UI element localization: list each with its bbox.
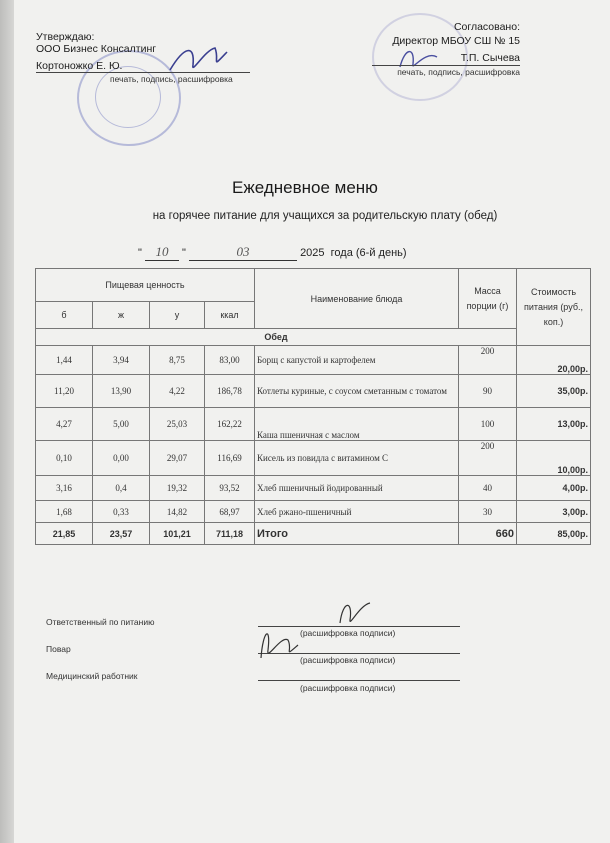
cell-b: 3,16 (36, 476, 93, 501)
cell-kcal: 93,52 (205, 476, 255, 501)
approval-line (36, 72, 250, 73)
cook-caption: (расшифровка подписи) (300, 655, 396, 665)
cell-zh: 0,00 (93, 441, 150, 476)
cell-zh: 5,00 (93, 408, 150, 441)
cell-b: 4,27 (36, 408, 93, 441)
agreed-person: Т.П. Сычева (460, 52, 520, 64)
cell-mass: 40 (459, 476, 517, 501)
table-row (36, 501, 591, 523)
quote-close: " (182, 247, 186, 259)
cell-zh: 13,90 (93, 375, 150, 408)
cell-mass: 90 (459, 375, 517, 408)
cell-b: 1,44 (36, 346, 93, 375)
date-day: 10 (145, 244, 179, 261)
total-mass: 660 (459, 523, 517, 545)
total-zh: 23,57 (93, 523, 150, 545)
menu-table (35, 268, 591, 545)
cell-mass: 30 (459, 501, 517, 523)
date-year: 2025 года (6-й день) (300, 247, 407, 259)
total-kcal: 711,18 (205, 523, 255, 545)
cell-kcal: 162,22 (205, 408, 255, 441)
responsible-signature (335, 595, 375, 630)
header-b: б (36, 302, 93, 329)
cell-kcal: 68,97 (205, 501, 255, 523)
header-dish: Наименование блюда (255, 269, 459, 329)
section-title: Обед (36, 329, 517, 346)
header-row-1 (36, 269, 591, 302)
header-u: у (150, 302, 205, 329)
cell-zh: 3,94 (93, 346, 150, 375)
cell-mass: 200 (459, 441, 517, 476)
total-b: 21,85 (36, 523, 93, 545)
approval-person: Кортоножко Е. Ю. (36, 60, 123, 72)
medic-caption: (расшифровка подписи) (300, 683, 396, 693)
quote-open: " (138, 247, 142, 259)
cell-u: 4,22 (150, 375, 205, 408)
header-kcal: ккал (205, 302, 255, 329)
agreed-caption: печать, подпись, расшифровка (397, 67, 520, 77)
approval-caption: печать, подпись, расшифровка (110, 74, 233, 84)
page-subtitle: на горячее питание для учащихся за родительскую плату (обед) (152, 210, 498, 222)
cell-b: 1,68 (36, 501, 93, 523)
date-line (138, 244, 407, 261)
cook-signature (253, 620, 303, 665)
approval-org: ООО Бизнес Консалтинг (36, 43, 157, 55)
agreed-label: Согласовано: (453, 21, 520, 33)
total-row (36, 523, 591, 545)
agreed-position: Директор МБОУ СШ № 15 (392, 35, 520, 47)
cell-mass: 100 (459, 408, 517, 441)
header-cost: Стоимость питания (руб., коп.) (517, 269, 591, 346)
cell-b: 0,10 (36, 441, 93, 476)
cell-u: 19,32 (150, 476, 205, 501)
approval-label: Утверждаю: (36, 31, 95, 43)
cell-dish: Кисель из повидла с витамином С (255, 441, 459, 476)
date-month: 03 (189, 244, 297, 261)
table-row (36, 408, 591, 441)
cell-cost: 3,00р. (517, 501, 591, 523)
cell-dish: Хлеб ржано-пшеничный (255, 501, 459, 523)
page-shadow (0, 0, 14, 843)
cell-dish: Хлеб пшеничный йодированный (255, 476, 459, 501)
cell-mass: 200 (459, 346, 517, 375)
total-label: Итого (255, 523, 459, 545)
cell-zh: 0,4 (93, 476, 150, 501)
medic-label: Медицинский работник (46, 671, 138, 681)
medic-line (258, 680, 460, 681)
header-zh: ж (93, 302, 150, 329)
cell-kcal: 186,78 (205, 375, 255, 408)
responsible-label: Ответственный по питанию (46, 617, 155, 627)
cell-kcal: 83,00 (205, 346, 255, 375)
cell-b: 11,20 (36, 375, 93, 408)
cook-label: Повар (46, 644, 71, 654)
responsible-caption: (расшифровка подписи) (300, 628, 396, 638)
table-row (36, 375, 591, 408)
total-u: 101,21 (150, 523, 205, 545)
cell-cost: 4,00р. (517, 476, 591, 501)
cell-cost: 13,00р. (517, 408, 591, 441)
cell-dish: Каша пшеничная с маслом (255, 408, 459, 441)
cell-cost: 35,00р. (517, 375, 591, 408)
table-row (36, 346, 591, 375)
table-row (36, 441, 591, 476)
section-row (36, 329, 591, 346)
cell-dish: Борщ с капустой и картофелем (255, 346, 459, 375)
cell-u: 29,07 (150, 441, 205, 476)
total-cost: 85,00р. (517, 523, 591, 545)
cell-zh: 0,33 (93, 501, 150, 523)
cell-u: 8,75 (150, 346, 205, 375)
cell-kcal: 116,69 (205, 441, 255, 476)
cell-u: 25,03 (150, 408, 205, 441)
header-mass: Масса порции (г) (459, 269, 517, 329)
cell-dish: Котлеты куриные, с соусом сметанным с томатом (255, 375, 459, 408)
cell-u: 14,82 (150, 501, 205, 523)
table-row (36, 476, 591, 501)
cell-cost: 20,00р. (517, 346, 591, 375)
page-title: Ежедневное меню (232, 178, 378, 197)
header-nutrition: Пищевая ценность (36, 269, 255, 302)
agreed-line (372, 65, 520, 66)
cell-cost: 10,00р. (517, 441, 591, 476)
